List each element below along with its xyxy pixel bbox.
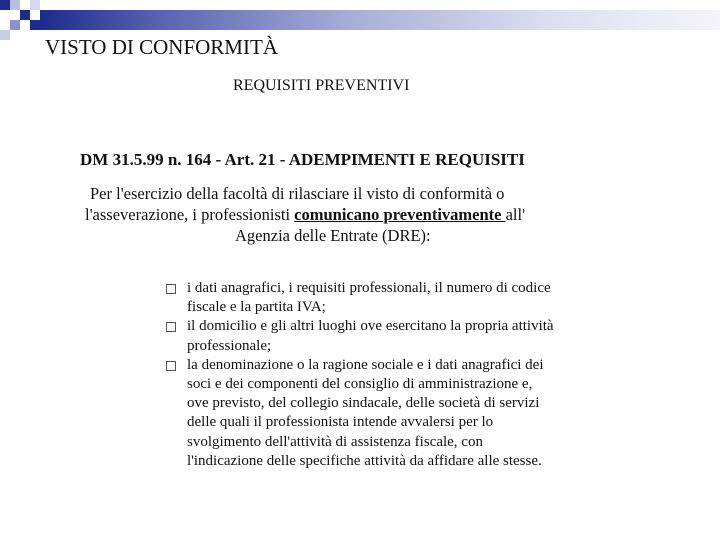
list-item-text: i dati anagrafici, i requisiti professionali, il numero di codice fiscale e la partita IVA; bbox=[187, 280, 551, 316]
decorative-square bbox=[30, 20, 40, 30]
intro-paragraph bbox=[85, 183, 645, 246]
intro-emphasis: comunicano preventivamente bbox=[294, 205, 506, 224]
header-decoration bbox=[0, 0, 720, 36]
decorative-square bbox=[0, 30, 10, 40]
intro-text-before: l'asseverazione, i professionisti bbox=[85, 205, 295, 224]
intro-line-1: Per l'esercizio della facoltà di rilasciare il visto di conformità o bbox=[90, 184, 505, 203]
hollow-square-icon bbox=[166, 322, 176, 332]
hollow-square-icon bbox=[166, 361, 176, 371]
section-heading: DM 31.5.99 n. 164 - Art. 21 - ADEMPIMENTI E REQUISITI bbox=[80, 150, 525, 169]
slide-title: VISTO DI CONFORMITÀ bbox=[45, 35, 278, 59]
list-item bbox=[166, 279, 636, 317]
decorative-square bbox=[10, 20, 20, 30]
intro-text-after: all' bbox=[505, 205, 526, 224]
intro-line-2 bbox=[85, 204, 645, 225]
hollow-square-icon bbox=[166, 284, 176, 294]
decorative-square bbox=[30, 0, 40, 10]
decorative-square bbox=[0, 0, 10, 10]
decorative-square bbox=[10, 0, 20, 10]
header-gradient-bar bbox=[40, 10, 720, 30]
list-item-text: la denominazione o la ragione sociale e i dati anagrafici dei soci e dei componenti del consiglio di amministrazione e, ove previsto, del collegio sindacale, delle società di servizi delle quali il professionista intende avvalersi per lo svolgimento dell'attività di assistenza fiscale, con l'indicazione delle specifiche attività da affidare alle stesse. bbox=[187, 356, 544, 469]
requirements-list bbox=[166, 279, 636, 471]
list-item bbox=[166, 317, 636, 355]
intro-line-3: Agenzia delle Entrate (DRE): bbox=[235, 226, 431, 245]
decorative-square bbox=[20, 10, 30, 20]
list-item bbox=[166, 356, 636, 471]
slide-subtitle: REQUISITI PREVENTIVI bbox=[233, 77, 410, 94]
list-item-text: il domicilio e gli altri luoghi ove esercitano la propria attività professionale; bbox=[187, 318, 554, 354]
